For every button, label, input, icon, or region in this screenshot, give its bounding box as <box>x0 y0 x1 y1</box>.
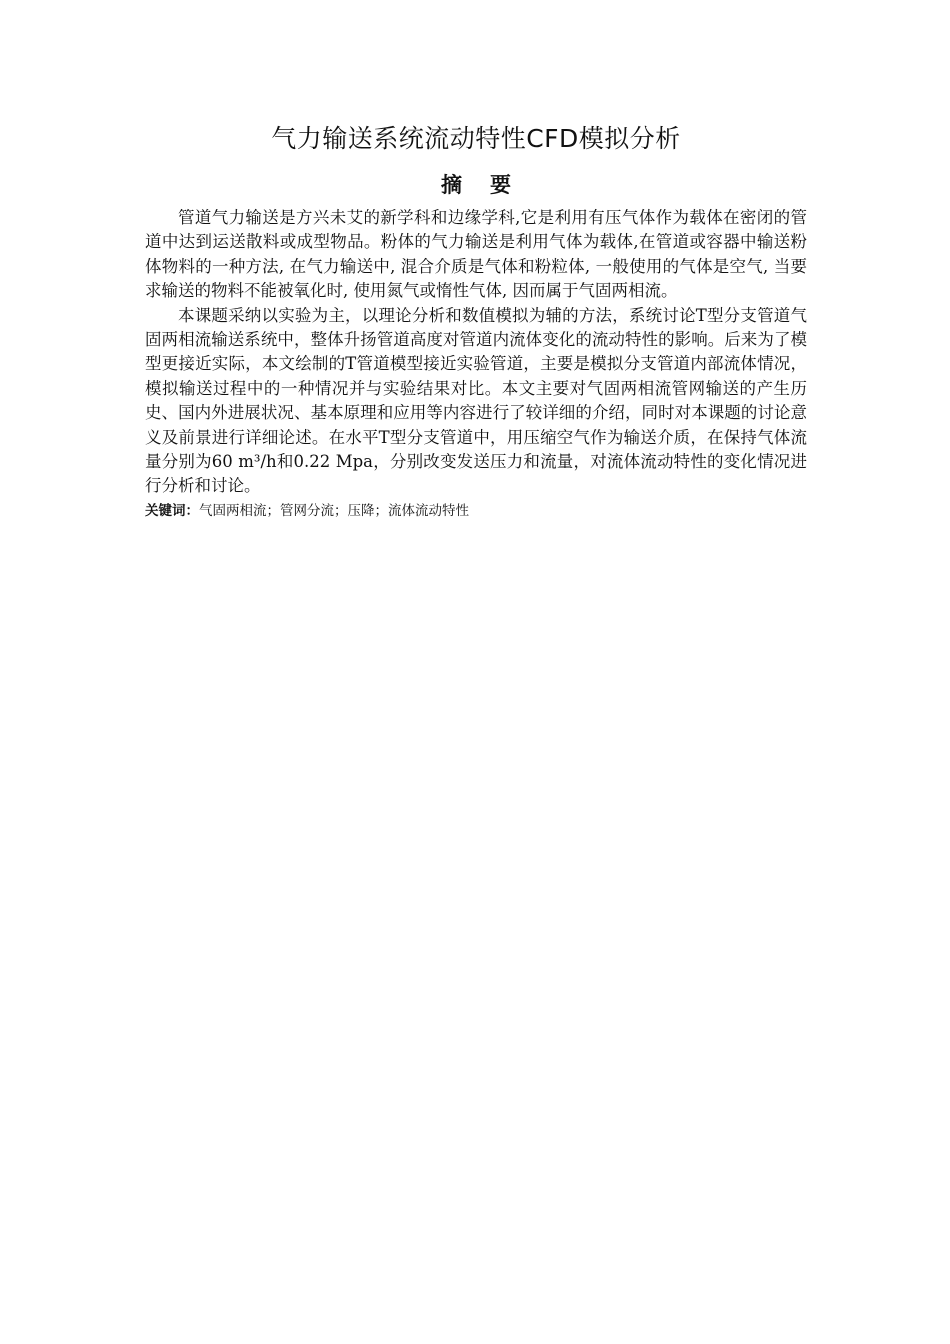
keywords-text: 气固两相流；管网分流；压降；流体流动特性 <box>199 502 469 519</box>
keywords-line <box>145 501 807 521</box>
abstract-paragraph-2: 本课题采纳以实验为主，以理论分析和数值模拟为辅的方法，系统讨论T型分支管道气固两相流输送系统中，整体升扬管道高度对管道内流体变化的流动特性的影响。后来为了模型更接近实际，本文绘制的T管道模型接近实验管道，主要是模拟分支管道内部流体情况，模拟输送过程中的一种情况并与实验结果对比。本文主要对气固两相流管网输送的产生历史、国内外进展状况、基本原理和应用等内容进行了较详细的介绍，同时对本课题的讨论意义及前景进行详细论述。在水平T型分支管道中，用压缩空气作为输送介质，在保持气体流量分别为60 m³/h和0.22 Mpa，分别改变发送压力和流量，对流体流动特性的变化情况进行分析和讨论。 <box>145 305 807 496</box>
keywords-label: 关键词： <box>145 502 199 519</box>
document-page <box>145 118 807 521</box>
abstract-heading: 摘要 <box>441 173 539 197</box>
abstract-paragraph-1: 管道气力输送是方兴未艾的新学科和边缘学科,它是利用有压气体作为载体在密闭的管道中达到运送散料或成型物品。粉体的气力输送是利用气体为载体,在管道或容器中输送粉体物料的一种方法, 在气力输送中, 混合介质是气体和粉粒体, 一般使用的气体是空气, 当要求输送的物料不能被氧化时, 使用氮气或惰性气体, 因而属于气固两相流。 <box>145 208 807 301</box>
document-title: 气力输送系统流动特性CFD模拟分析 <box>271 124 681 153</box>
